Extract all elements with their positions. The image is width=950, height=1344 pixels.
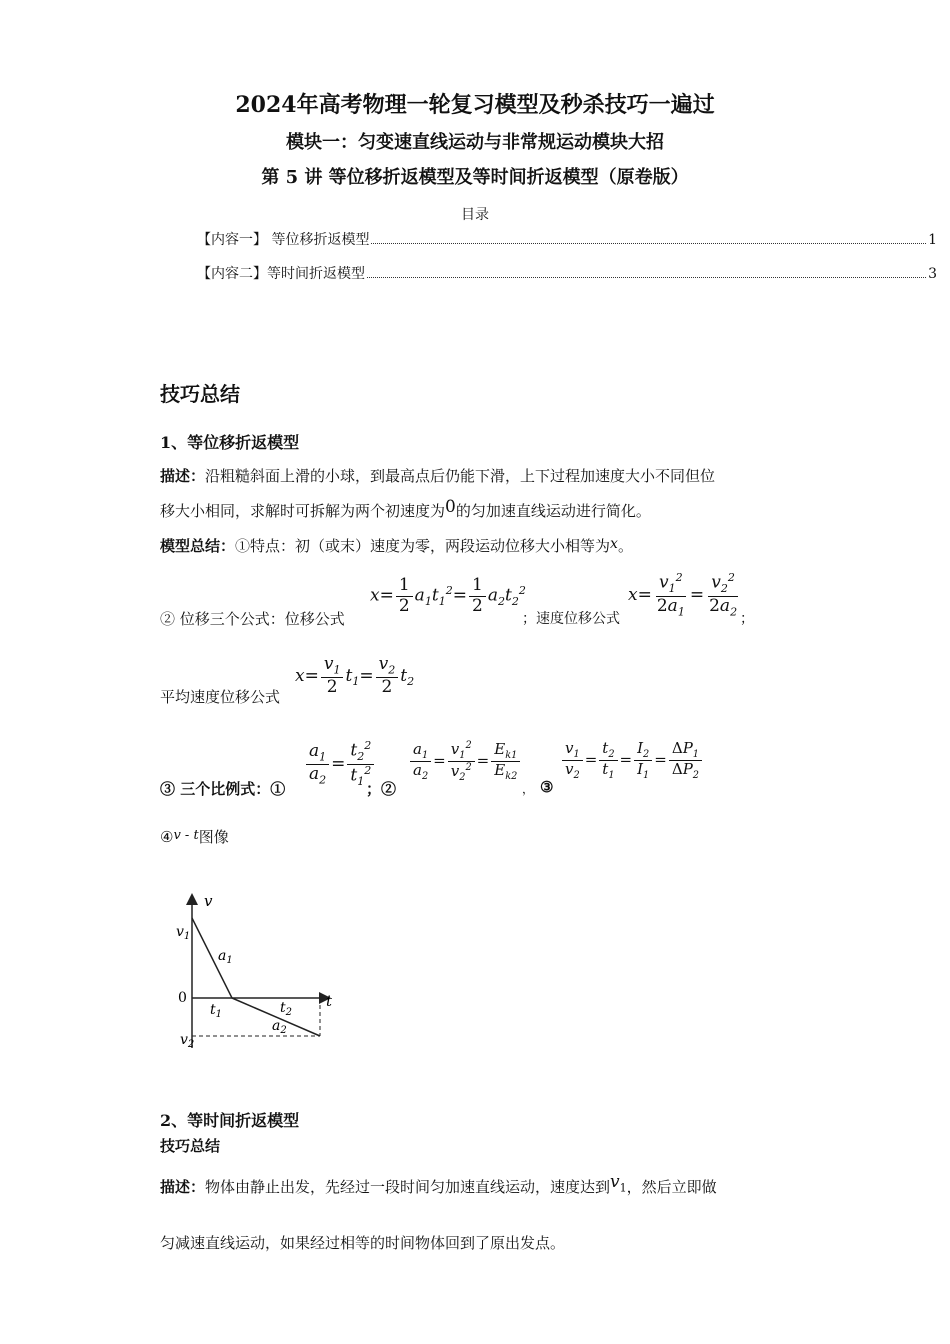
part1-desc-line2 [160,497,651,521]
desc-label: 描述： [160,1178,206,1196]
part1-desc-line1 [160,465,715,486]
desc-text: 沿粗糙斜面上滑的小球，到最高点后仍能下滑，上下过程加速度大小不同但位 [205,467,716,485]
origin-label: 0 [178,990,187,1006]
ratio-sep-3: ③ [540,778,554,796]
displacement-formula: x= $\frac{1}{2}$ $a_1t_1^2=$ $\frac{1}{2}$ $a_2t_2^2$ [370,575,526,616]
part2-desc-line2: 匀减速直线运动，如果经过相等的时间物体回到了原出发点。 [160,1234,566,1252]
desc-text: ，然后立即做 [626,1178,717,1196]
v1-label: $v_1$ [176,924,191,942]
ratio-formula-1: $\frac{a_1}{a_2}$ = $\frac{t_2^2}{t_1^2}$ [304,740,376,789]
ratio-label: ③ 三个比例式：① [160,780,286,798]
summary-label: 模型总结： [160,537,236,555]
toc-leader [367,277,926,278]
formula-intro: ② 位移三个公式：位移公式 [160,610,345,628]
v2-label: $v_2$ [180,1032,195,1050]
part2-desc-line1 [160,1172,717,1199]
toc-heading: 目录 [461,207,489,223]
vt-suffix: 图像 [198,828,229,846]
velocity-displacement-formula: x= $\frac{v_1^2}{2a_1}$ = $\frac{v_2^2}{2a_2}$ [628,571,738,619]
average-velocity-formula: x= $\frac{v_1}{2}$ $t_1=$ $\frac{v_2}{2}$ $t_2$ [295,654,415,698]
formula-end: ； [740,611,754,627]
toc-item-label: 【内容一】 等位移折返模型 [197,232,370,248]
desc-text: 移大小相同，求解时可拆解为两个初速度为 [160,502,446,520]
toc-item-page: 1 [928,232,937,248]
summary-text: ①特点：初（或末）速度为零，两段运动位移大小相等为 [235,537,611,555]
model-summary [160,535,633,556]
desc-text: 的匀加速直线运动进行简化。 [455,502,651,520]
ratio-sep-1: ；② [366,780,397,798]
toc-item-label: 【内容二】等时间折返模型 [197,266,365,282]
t2-label: $t_2$ [280,1000,293,1018]
t1-label: $t_1$ [210,1002,223,1020]
vt-graph [168,888,348,1058]
avg-label: 平均速度位移公式 [160,688,281,706]
toc-item-1[interactable] [197,229,937,249]
toc-leader [371,243,926,244]
module-title: 模块一：匀变速直线运动与非常规运动模块大招 [286,132,664,153]
t-axis-label: t [326,992,333,1010]
ratio-formula-2: $\frac{a_1}{a_2}$ = $\frac{v_1^2}{v_2^2}$ = $\frac{E_{k1}}{E_{k2}}$ [408,740,522,783]
x-symbol: x [610,536,618,552]
part2-subheading: 技巧总结 [160,1137,221,1155]
toc-item-page: 3 [928,266,937,282]
vt-math: v - t [173,828,199,843]
toc-item-2[interactable] [197,263,937,283]
v1-symbol: $v_1$ [610,1172,627,1195]
part2-heading: 2、等时间折返模型 [160,1111,300,1130]
desc-text: 物体由静止出发，先经过一段时间匀加速直线运动，速度达到 [205,1178,611,1196]
a2-label: $a_2$ [272,1018,287,1036]
part1-heading: 1、等位移折返模型 [160,433,300,452]
a1-label: $a_1$ [218,948,233,966]
section-heading: 技巧总结 [160,382,240,406]
desc-label: 描述： [160,467,206,485]
page-title: 2024年高考物理一轮复习模型及秒杀技巧一遍过 [235,92,715,118]
ratio-formula-3: $\frac{v_1}{v_2}$ = $\frac{t_2}{t_1}$ = $\frac{I_2}{I_1}$ = $\frac{\Delta P_1}{\Delta P_2}$ [560,740,704,781]
zero-symbol: 0 [445,497,456,517]
vt-prefix: ④ [160,828,174,846]
lesson-title: 第 5 讲 等位移折返模型及等时间折返模型（原卷版） [261,167,689,188]
summary-end: 。 [617,537,633,555]
vt-label [160,826,229,847]
formula-mid: ；速度位移公式 [522,611,620,627]
ratio-sep-2: ， [522,782,535,796]
v-axis-label: v [204,892,213,910]
